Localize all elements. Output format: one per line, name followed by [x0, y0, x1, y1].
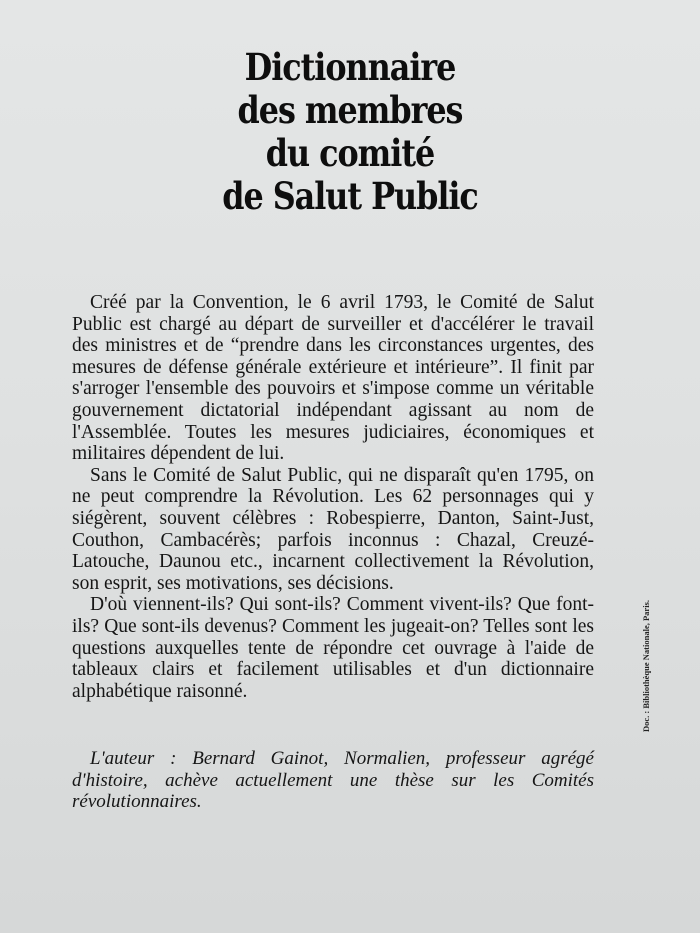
title-line-4: de Salut Public: [222, 174, 478, 218]
book-title: [178, 46, 522, 218]
title-line-1: Dictionnaire: [244, 45, 456, 89]
photo-credit: Doc. : Bibliothèque Nationale, Paris.: [641, 600, 651, 732]
blurb: [72, 292, 594, 702]
author-note: L'auteur : Bernard Gainot, Normalien, professeur agrégé d'histoire, achève actuellement une thèse sur les Comités révolutionnaires.: [72, 748, 594, 813]
blurb-paragraph-2: Sans le Comité de Salut Public, qui ne disparaît qu'en 1795, on ne peut comprendre la Révolution. Les 62 personnages qui y siégèrent, souvent célèbres : Robespierre, Danton, Saint-Just, Couthon, Cambacérès; parfois inconnus : Chazal, Creuzé-Latouche, Daunou etc., incarnent collectivement la Révolution, son esprit, ses motivations, ses décisions.: [72, 464, 594, 594]
blurb-paragraph-3: D'où viennent-ils? Qui sont-ils? Comment vivent-ils? Que font-ils? Que sont-ils devenus? Comment les jugeait-on? Telles sont les questions auxquelles tente de répondre cet ouvrage à l'aide de tableaux clairs et facilement utilisables et d'un dictionnaire alphabétique raisonné.: [72, 594, 594, 702]
title-line-3: du comité: [265, 131, 435, 175]
title-line-2: des membres: [237, 88, 463, 132]
blurb-paragraph-1: Créé par la Convention, le 6 avril 1793, le Comité de Salut Public est chargé au départ de surveiller et d'accélérer le travail des ministres et de “prendre dans les circonstances urgentes, des mesures de défense générale extérieure et intérieure”. Il finit par s'arroger l'ensemble des pouvoirs et s'impose comme un véritable gouvernement dictatorial indépendant agissant au nom de l'Assemblée. Toutes les mesures judiciaires, économiques et militaires dépendent de lui.: [72, 292, 594, 465]
